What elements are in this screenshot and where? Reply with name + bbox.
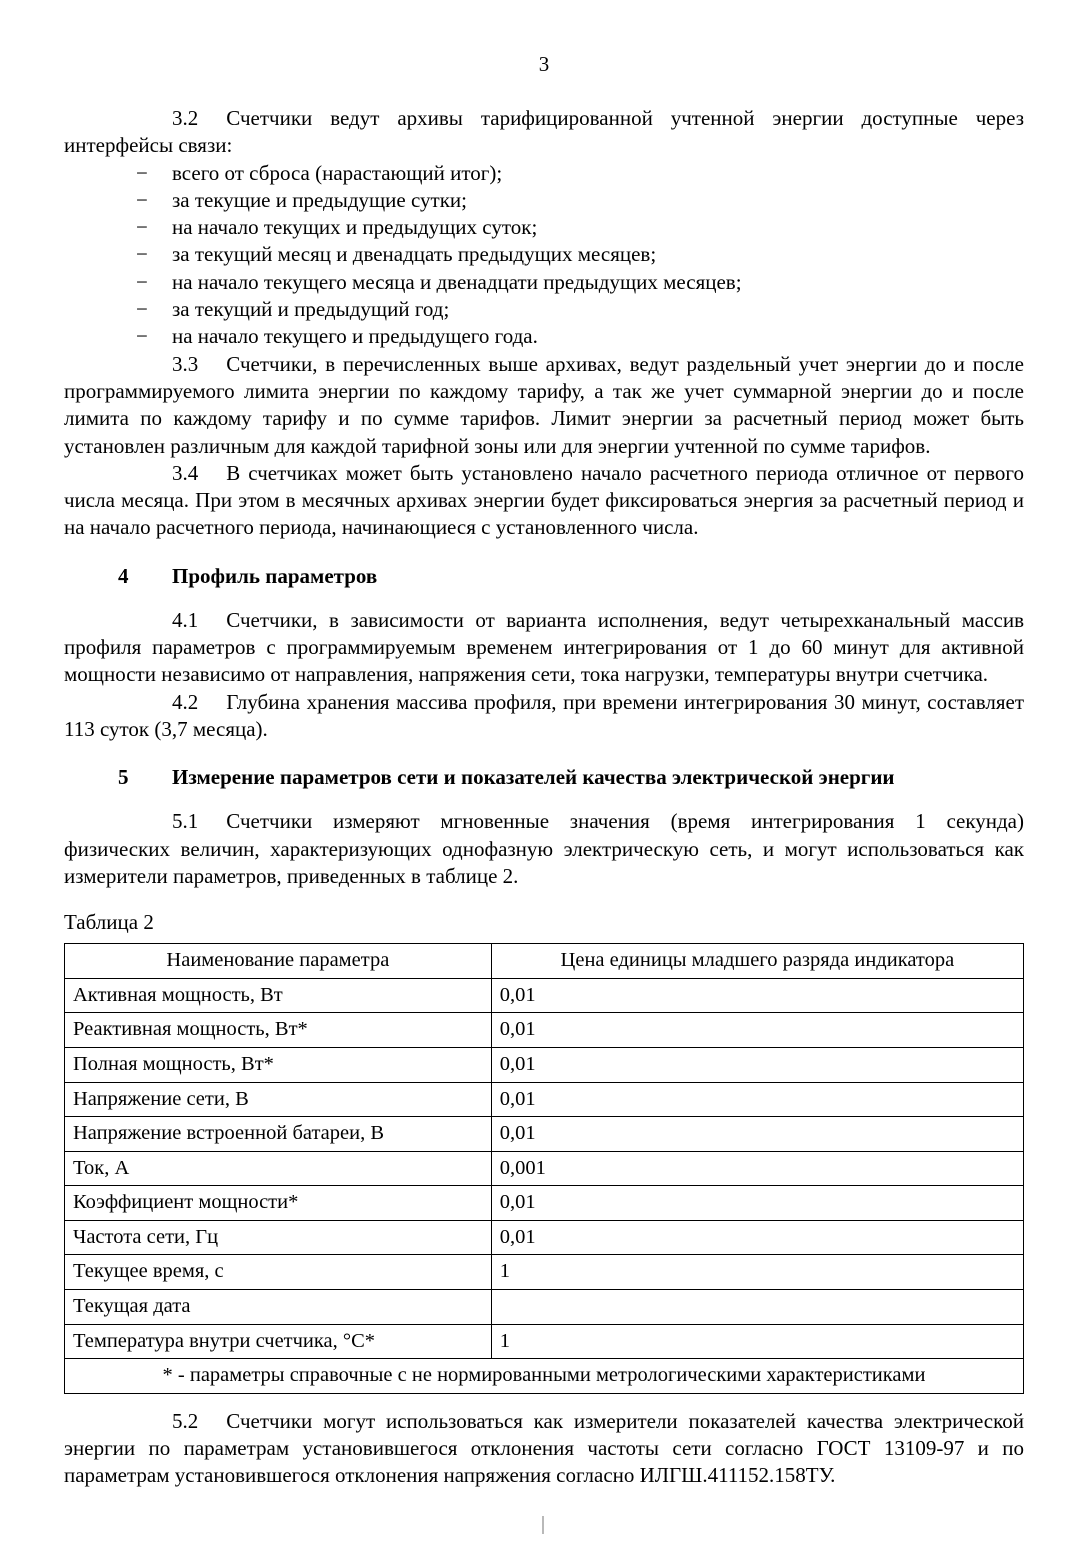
cell-parameter-value: 0,01 — [491, 1186, 1023, 1221]
list-item-label: всего от сброса (нарастающий итог); — [172, 160, 503, 185]
cell-parameter-name: Частота сети, Гц — [65, 1220, 492, 1255]
paragraph-4-2 — [64, 689, 1024, 744]
cell-parameter-name: Реактивная мощность, Вт* — [65, 1013, 492, 1048]
paragraph-number: 5.1 — [172, 809, 199, 834]
dash-marker: − — [136, 324, 148, 349]
column-header-parameter: Наименование параметра — [65, 944, 492, 979]
cell-parameter-name: Текущая дата — [65, 1290, 492, 1325]
paragraph-5-1 — [64, 808, 1024, 890]
table-caption: Таблица 2 — [64, 910, 154, 935]
table-row — [65, 1220, 1024, 1255]
cell-parameter-value: 0,01 — [491, 1117, 1023, 1152]
list-item-label: за текущий месяц и двенадцать предыдущих месяцев; — [172, 242, 657, 267]
cell-parameter-value: 0,01 — [491, 978, 1023, 1013]
dash-marker: − — [136, 269, 148, 294]
column-header-unit: Цена единицы младшего разряда индикатора — [491, 944, 1023, 979]
list-item — [64, 323, 1024, 350]
paragraph-3-2 — [64, 105, 1024, 160]
paragraph-number: 3.3 — [172, 351, 199, 376]
cell-parameter-value: 0,01 — [491, 1082, 1023, 1117]
cell-parameter-name: Ток, А — [65, 1151, 492, 1186]
list-item — [64, 241, 1024, 268]
cell-parameter-value: 1 — [491, 1255, 1023, 1290]
paragraph-5-2 — [64, 1408, 1024, 1490]
table-row — [65, 1013, 1024, 1048]
paragraph-text: Счетчики могут использоваться как измерители показателей качества электрической энергии по параметрам установившегося отклонения частоты сети согласно ГОСТ 13109-97 и по параметрам установившегося отклонения напряжения согласно ИЛГШ.411152.158ТУ. — [64, 1408, 1024, 1488]
dash-marker: − — [136, 160, 148, 185]
section-number: 4 — [118, 563, 129, 588]
table-row — [65, 1047, 1024, 1082]
cell-parameter-name: Текущее время, с — [65, 1255, 492, 1290]
cell-parameter-name: Коэффициент мощности* — [65, 1186, 492, 1221]
paragraph-4-1 — [64, 607, 1024, 689]
table-row — [65, 1117, 1024, 1152]
paragraph-number: 4.2 — [172, 689, 199, 714]
cell-parameter-name: Напряжение сети, В — [65, 1082, 492, 1117]
list-item-label: за текущие и предыдущие сутки; — [172, 187, 467, 212]
section-title: Профиль параметров — [172, 563, 378, 588]
list-item-label: на начало текущего месяца и двенадцати предыдущих месяцев; — [172, 269, 742, 294]
paragraph-number: 4.1 — [172, 607, 199, 632]
paragraph-text: Счетчики измеряют мгновенные значения (время интегрирования 1 секунда) физических величин, характеризующих однофазную электрическую сеть, и могут использоваться как измерители параметров, приведенных в таблице 2. — [64, 809, 1024, 888]
table-row — [65, 1082, 1024, 1117]
cell-parameter-value — [491, 1290, 1023, 1325]
table-row — [65, 1324, 1024, 1359]
table-footnote-row — [65, 1359, 1024, 1394]
list-item — [64, 296, 1024, 323]
cell-parameter-name: Активная мощность, Вт — [65, 978, 492, 1013]
paragraph-text: В счетчиках может быть установлено начало расчетного периода отличное от первого числа месяца. При этом в месячных архивах энергии будет фиксироваться энергия за расчетный период и на начало расчетного периода, начинающиеся с установленного числа. — [64, 460, 1024, 540]
paragraph-number: 3.2 — [172, 106, 199, 130]
paragraph-number: 3.4 — [172, 460, 199, 485]
table-row — [65, 1151, 1024, 1186]
cell-parameter-value: 0,01 — [491, 1013, 1023, 1048]
table-footnote: * - параметры справочные с не нормированными метрологическими характеристиками — [65, 1359, 1024, 1394]
cell-parameter-value: 0,01 — [491, 1220, 1023, 1255]
cell-parameter-value: 1 — [491, 1324, 1023, 1359]
section-heading-5 — [64, 765, 1024, 790]
cell-parameter-value: 0,01 — [491, 1047, 1023, 1082]
list-item-label: на начало текущих и предыдущих суток; — [172, 215, 538, 240]
paragraph-3-4 — [64, 460, 1024, 542]
paragraph-number: 5.2 — [172, 1408, 199, 1433]
dash-marker: − — [136, 215, 148, 240]
paragraph-text: Глубина хранения массива профиля, при времени интегрирования 30 минут, составляет 113 суток (3,7 месяца). — [64, 689, 1024, 741]
list-item — [64, 214, 1024, 241]
paragraph-3-3 — [64, 351, 1024, 460]
table-row — [65, 1290, 1024, 1325]
list-item-label: на начало текущего и предыдущего года. — [172, 324, 538, 349]
section-title: Измерение параметров сети и показателей качества электрической энергии — [172, 765, 895, 790]
dash-marker: − — [136, 187, 148, 212]
paragraph-text: Счетчики, в зависимости от варианта исполнения, ведут четырехканальный массив профиля параметров с программируемым временем интегрирования от 1 до 60 минут для активной мощности независимо от направления, напряжения сети, тока нагрузки, температуры внутри счетчика. — [64, 607, 1024, 687]
archive-list — [64, 160, 1024, 351]
table-header-row — [65, 944, 1024, 979]
list-item — [64, 269, 1024, 296]
page-number: 3 — [538, 52, 550, 76]
parameters-table — [64, 943, 1024, 1394]
section-number: 5 — [118, 765, 129, 790]
table-row — [65, 1255, 1024, 1290]
cell-parameter-name: Полная мощность, Вт* — [65, 1047, 492, 1082]
cell-parameter-name: Напряжение встроенной батареи, В — [65, 1117, 492, 1152]
list-item — [64, 187, 1024, 214]
table-row — [65, 978, 1024, 1013]
cell-parameter-value: 0,001 — [491, 1151, 1023, 1186]
list-item — [64, 160, 1024, 187]
dash-marker: − — [136, 297, 148, 322]
cell-parameter-name: Температура внутри счетчика, °С* — [65, 1324, 492, 1359]
page-footer-mark — [542, 1516, 544, 1534]
dash-marker: − — [136, 242, 148, 267]
list-item-label: за текущий и предыдущий год; — [172, 297, 450, 322]
paragraph-text: Счетчики ведут архивы тарифицированной учтенной энергии доступные через интерфейсы связи: — [64, 106, 1024, 158]
table-row — [65, 1186, 1024, 1221]
section-heading-4 — [64, 564, 1024, 589]
paragraph-text: Счетчики, в перечисленных выше архивах, ведут раздельный учет энергии до и после программируемого лимита энергии по каждому тарифу, а так же учет суммарной энергии до и после лимита по каждому тарифу и по сумме тарифов. Лимит энергии за расчетный период может быть установлен различным для каждой тарифной зоны или для энергии учтенной по сумме тарифов. — [64, 351, 1024, 458]
